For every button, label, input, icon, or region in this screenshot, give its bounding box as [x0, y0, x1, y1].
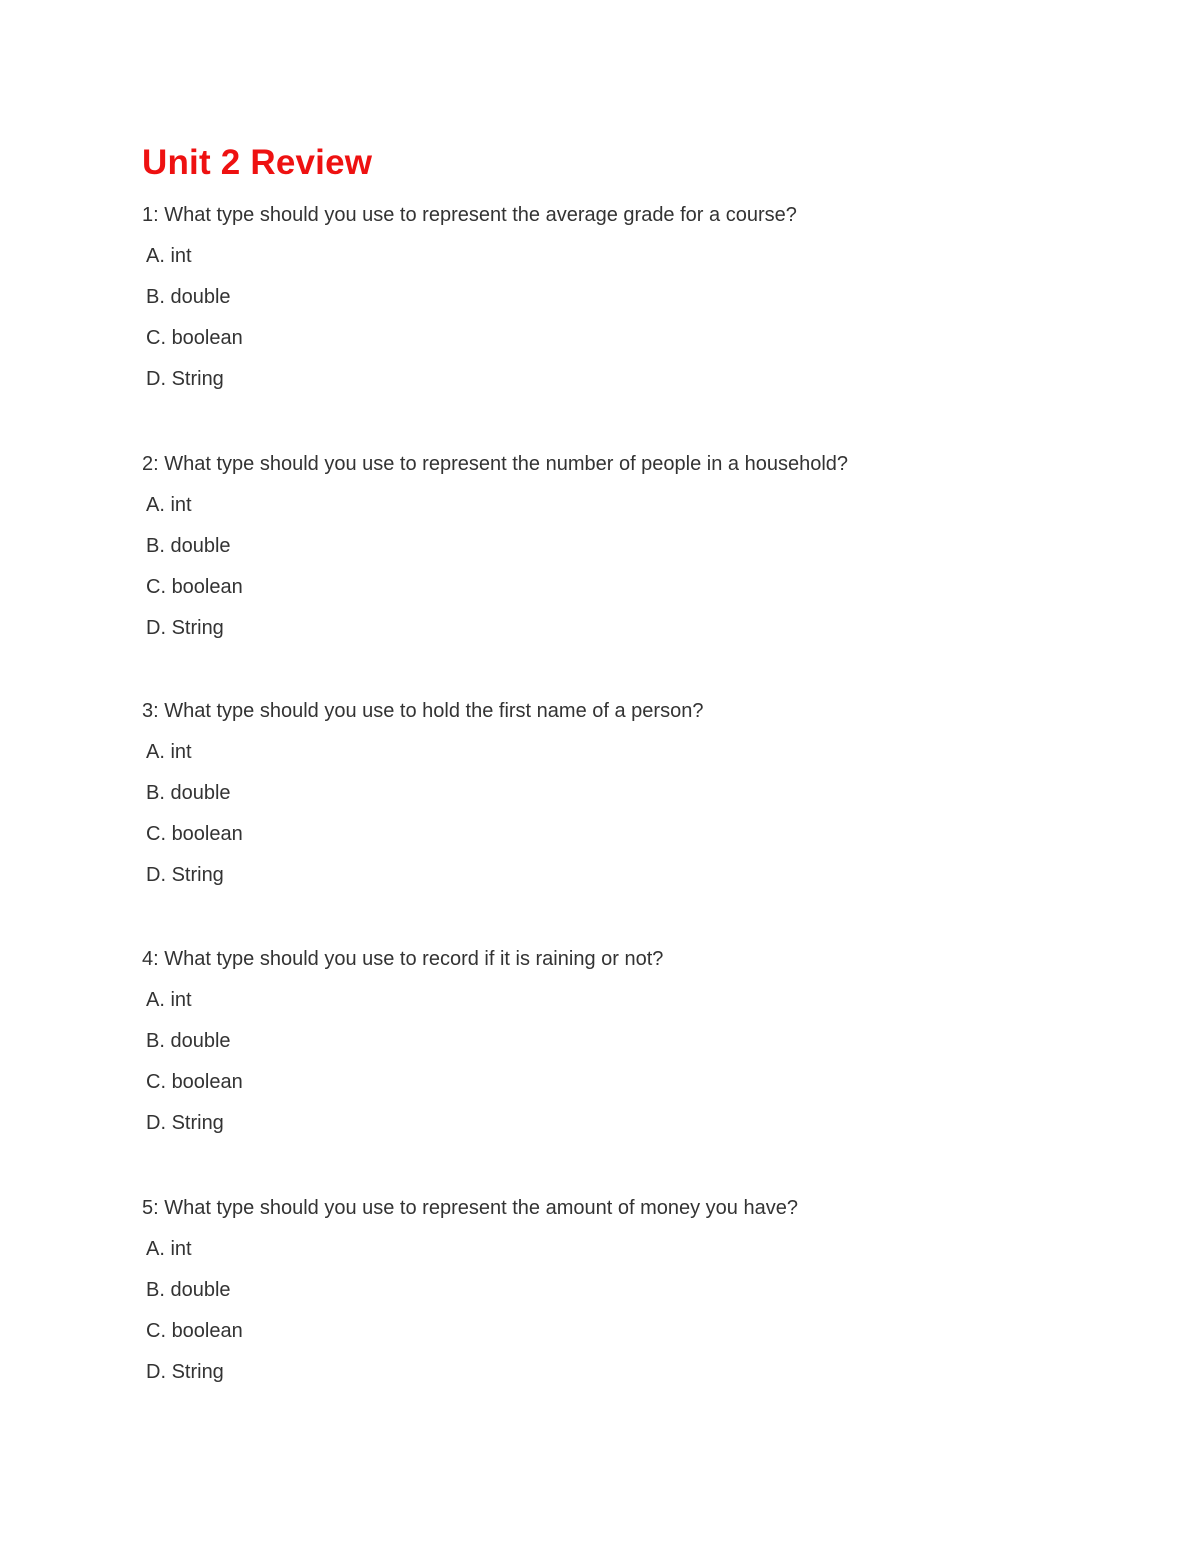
question-text: 4: What type should you use to record if it is raining or not? [142, 948, 664, 970]
option-c [146, 822, 1142, 846]
option-text: String [171, 368, 224, 390]
question-4 [142, 947, 1142, 1135]
option-text: boolean [171, 1071, 243, 1093]
question-1 [142, 203, 1142, 391]
option-letter: D. [146, 1112, 166, 1134]
option-letter: A. [146, 989, 165, 1011]
option-letter: D. [146, 1361, 166, 1383]
option-list [142, 1237, 1142, 1384]
question-text: 3: What type should you use to hold the first name of a person? [142, 700, 704, 722]
option-text: double [170, 1279, 231, 1301]
question-text: 1: What type should you use to represent the average grade for a course? [142, 204, 797, 226]
option-b [146, 781, 1142, 805]
option-letter: A. [146, 494, 165, 516]
option-text: String [171, 1361, 224, 1383]
option-text: int [170, 1238, 192, 1260]
option-a [146, 244, 1142, 268]
question-5 [142, 1196, 1142, 1384]
option-d [146, 1111, 1142, 1135]
option-text: boolean [171, 1320, 243, 1342]
option-letter: A. [146, 1238, 165, 1260]
option-a [146, 493, 1142, 517]
option-text: int [170, 245, 192, 267]
option-c [146, 1070, 1142, 1094]
option-letter: A. [146, 245, 165, 267]
option-text: String [171, 864, 224, 886]
question-3 [142, 699, 1142, 887]
option-letter: B. [146, 782, 165, 804]
option-d [146, 616, 1142, 640]
option-d [146, 1360, 1142, 1384]
option-letter: C. [146, 823, 166, 845]
option-a [146, 1237, 1142, 1261]
option-d [146, 367, 1142, 391]
option-b [146, 1278, 1142, 1302]
option-text: double [170, 286, 231, 308]
option-c [146, 575, 1142, 599]
option-letter: B. [146, 286, 165, 308]
option-text: String [171, 617, 224, 639]
option-c [146, 326, 1142, 350]
option-text: boolean [171, 823, 243, 845]
option-letter: B. [146, 1279, 165, 1301]
option-list [142, 988, 1142, 1135]
option-letter: D. [146, 368, 166, 390]
option-a [146, 740, 1142, 764]
option-letter: C. [146, 1320, 166, 1342]
option-text: boolean [171, 576, 243, 598]
option-text: int [170, 989, 192, 1011]
option-letter: D. [146, 617, 166, 639]
option-letter: C. [146, 576, 166, 598]
option-text: String [171, 1112, 224, 1134]
option-b [146, 285, 1142, 309]
option-text: int [170, 741, 192, 763]
option-b [146, 534, 1142, 558]
option-text: double [170, 535, 231, 557]
page-title: Unit 2 Review [142, 143, 373, 182]
option-letter: D. [146, 864, 166, 886]
option-b [146, 1029, 1142, 1053]
option-c [146, 1319, 1142, 1343]
option-letter: A. [146, 741, 165, 763]
option-list [142, 740, 1142, 887]
option-d [146, 863, 1142, 887]
option-text: double [170, 1030, 231, 1052]
question-text: 5: What type should you use to represent the amount of money you have? [142, 1197, 798, 1219]
option-letter: B. [146, 535, 165, 557]
option-text: int [170, 494, 192, 516]
option-letter: B. [146, 1030, 165, 1052]
option-text: boolean [171, 327, 243, 349]
option-list [142, 244, 1142, 391]
option-list [142, 493, 1142, 640]
question-2 [142, 452, 1142, 640]
option-a [146, 988, 1142, 1012]
question-text: 2: What type should you use to represent the number of people in a household? [142, 453, 849, 475]
option-letter: C. [146, 327, 166, 349]
option-letter: C. [146, 1071, 166, 1093]
option-text: double [170, 782, 231, 804]
